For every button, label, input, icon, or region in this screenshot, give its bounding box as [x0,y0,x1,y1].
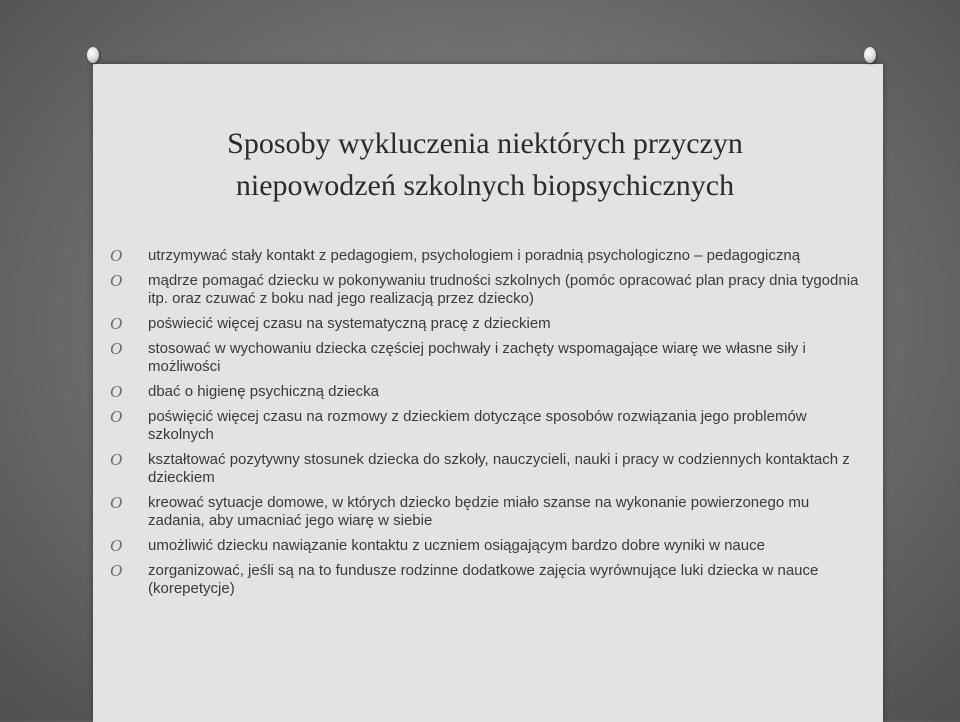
bullet-icon: O [110,246,123,265]
pushpin-icon [87,47,99,63]
bullet-text: utrzymywać stały kontakt z pedagogiem, psychologiem i poradnią psychologiczno – pedagogiczną [148,247,801,264]
bullet-text: poświecić więcej czasu na systematyczną pracę z dzieckiem [148,315,551,332]
list-item [108,272,860,308]
bullet-icon: O [110,407,123,426]
pushpin-icon [864,47,876,63]
list-item [108,340,860,376]
bullet-icon: O [110,561,123,580]
bullet-icon: O [110,450,123,469]
bullet-icon: O [110,314,123,333]
list-item [108,562,860,598]
bullet-text: mądrze pomagać dziecku w pokonywaniu trudności szkolnych (pomóc opracować plan pracy dnia tygodnia itp. oraz czuwać z boku nad jego realizacją przez dziecko) [148,272,859,307]
list-item [108,315,860,333]
bullet-text: dbać o higienę psychiczną dziecka [148,383,379,400]
bullet-icon: O [110,536,123,555]
bullet-text: umożliwić dziecku nawiązanie kontaktu z uczniem osiągającym bardzo dobre wyniki w nauce [148,537,765,554]
slide-title-line-1: Sposoby wykluczenia niektórych przyczyn [227,127,743,160]
list-item [108,537,860,555]
list-item [108,494,860,530]
slide-title-line-2: niepowodzeń szkolnych biopsychicznych [235,169,735,202]
bullet-text: kształtować pozytywny stosunek dziecka do szkoły, nauczycieli, nauki i pracy w codziennych kontaktach z dzieckiem [148,451,850,486]
bullet-text: kreować sytuacje domowe, w których dziecko będzie miało szanse na wykonanie powierzonego mu zadania, aby umacniać jego wiarę w siebie [148,494,810,529]
bullet-icon: O [110,382,123,401]
list-item [108,247,860,265]
bullet-text: poświęcić więcej czasu na rozmowy z dzieckiem dotyczące sposobów rozwiązania jego problemów szkolnych [148,408,807,443]
bullet-text: zorganizować, jeśli są na to fundusze rodzinne dodatkowe zajęcia wyrównujące luki dziecka w nauce (korepetycje) [148,562,819,597]
list-item [108,408,860,444]
list-item [108,383,860,401]
bullet-icon: O [110,339,123,358]
bullet-text: stosować w wychowaniu dziecka częściej pochwały i zachęty wspomagające wiarę we własne siły i możliwości [148,340,806,375]
list-item [108,451,860,487]
bullet-icon: O [110,493,123,512]
bullet-icon: O [110,271,123,290]
bullet-list [108,247,860,605]
slide-title [150,123,820,207]
